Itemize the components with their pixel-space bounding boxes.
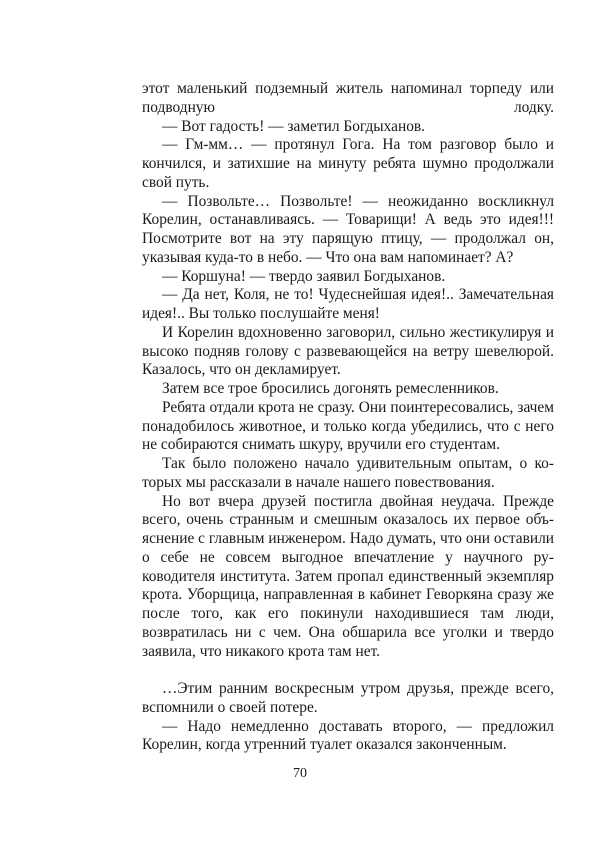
paragraph: Ребята отдали крота не сразу. Они поинтересовались, зачем понадобилось животное, и только когда убедились, что с него не собираются снимать шкуру, вручили его студентам. xyxy=(142,398,554,454)
paragraph: Затем все трое бросились догонять ремесленников. xyxy=(162,380,499,397)
paragraph: Но вот вчера друзей постигла двойная неудача. Прежде всего, очень странным и смешным оказалось их первое объяснение с главным инженером. Надо думать, что они оставили о себе не совсем выгодное впечатление у научного руководителя института. Затем пропал единственный экземпляр крота. Уборщица, направленная в кабинет Геворкяна сразу же после того, как его покинули находившиеся там люди, возвратилась ни с чем. Она обшарила все уголки и твердо заявила, что никакого крота там нет. xyxy=(142,492,554,660)
paragraph: — Позвольте… Позвольте! — неожиданно воскликнул Корелин, останавливаясь. — Товарищи! А ведь это идея!!! Посмотрите вот на эту парящую птицу, — продолжал он, указывая куда-то в небо. — Что она вам напоминает? А? xyxy=(142,192,554,266)
page-number: 70 xyxy=(293,766,307,781)
paragraph: — Вот гадость! — заметил Богдыханов. xyxy=(162,117,426,135)
paragraph: — Да нет, Коля, не то! Чудеснейшая идея!.. Замечательная идея!.. Вы только послушайте меня! xyxy=(142,286,554,322)
section-gap xyxy=(142,661,554,680)
paragraph: — Надо немедленно доставать второго, — предложил Корелин, когда утренний туалет оказался законченным. xyxy=(142,717,554,754)
paragraph: — Коршуна! — твердо заявил Богдыханов. xyxy=(162,267,446,285)
paragraph: Так было положено начало удивительным опытам, о которых мы рассказали в начале нашего повествования. xyxy=(142,455,554,491)
paragraph: …Этим ранним воскресным утром друзья, прежде всего, вспомнили о своей потере. xyxy=(142,680,554,716)
body-text xyxy=(142,80,554,755)
paragraph: И Корелин вдохновенно заговорил, сильно жестикулируя и высоко подняв голову с развевающейся на ветру шевелюрой. Казалось, что он декламирует. xyxy=(142,323,554,379)
paragraph: — Гм-мм… — протянул Гога. На том разговор было и кончился, и затихшие на минуту ребята шумно продолжали свой путь. xyxy=(142,136,554,191)
paragraph: этот маленький подземный житель напоминал торпеду или подводную лодку. xyxy=(142,80,554,116)
